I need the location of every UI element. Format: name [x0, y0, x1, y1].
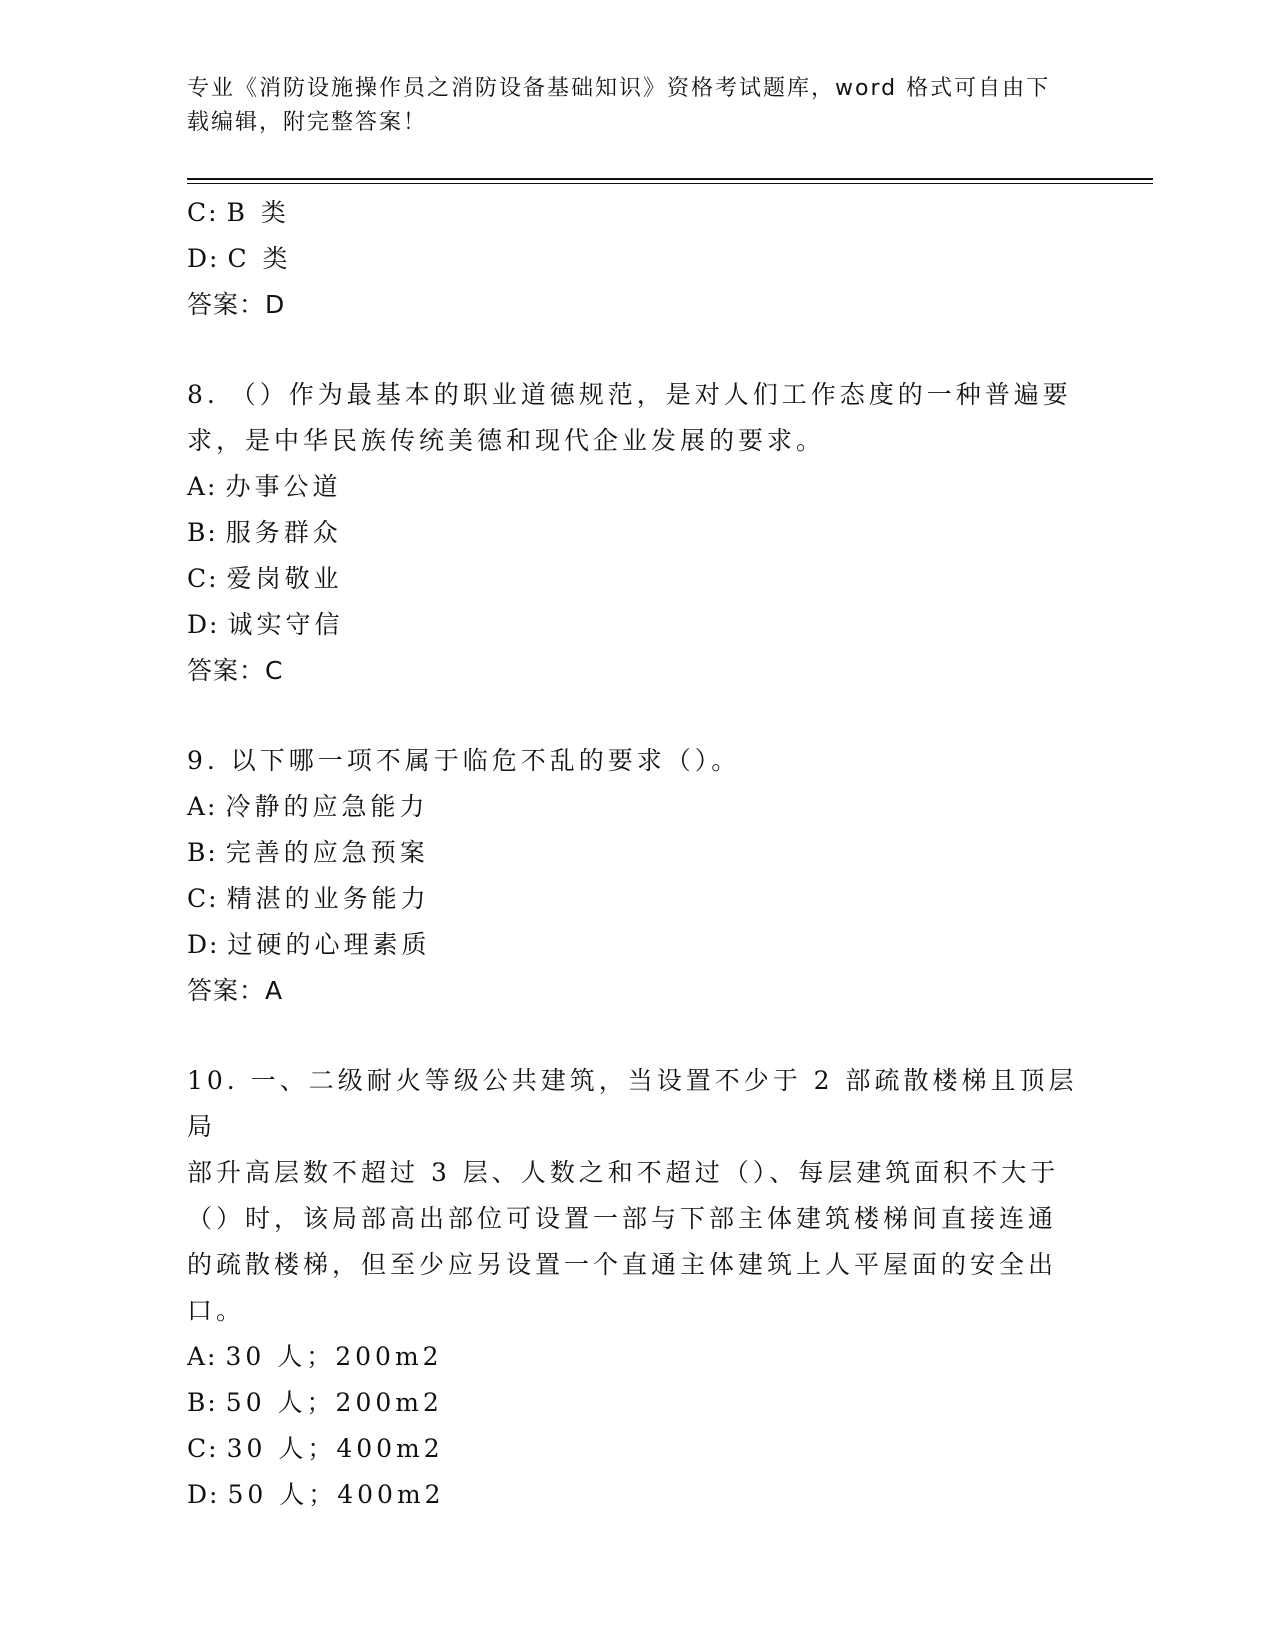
question-text: 8. （）作为最基本的职业道德规范，是对人们工作态度的一种普遍要 求，是中华民族传统美德和现代企业发展的要求。 [187, 380, 1072, 455]
option-a: A: 30 人；200m2 [187, 1342, 443, 1371]
option-d: D: 50 人；400m2 [187, 1480, 445, 1509]
header-line-1: 专业《消防设施操作员之消防设备基础知识》资格考试题库，word 格式可自由下 [187, 76, 1051, 101]
answer-line: 答案：C [187, 656, 284, 685]
option-c: C: 30 人；400m2 [187, 1434, 444, 1463]
answer-value: A [265, 976, 284, 1005]
option-b: B: 服务群众 [187, 518, 342, 547]
answer-line: 答案：D [187, 290, 286, 319]
option-a: A: 冷静的应急能力 [187, 792, 429, 821]
answer-line: 答案：A [187, 976, 284, 1005]
option-d: D: 诚实守信 [187, 610, 344, 639]
question-10-block [187, 1058, 1087, 1518]
option-b: B: 50 人；200m2 [187, 1388, 443, 1417]
option-d: D: C 类 [187, 244, 292, 273]
question-text: 10. 一、二级耐火等级公共建筑，当设置不少于 2 部疏散楼梯且顶层局 部升高层数不超过 3 层、人数之和不超过（）、每层建筑面积不大于 （）时，该局部高出部位可设置一部与下部主体建筑楼梯间直接连通 的疏散楼梯，但至少应另设置一个直通主体建筑上人平屋面的安全出 口。 [187, 1066, 1078, 1325]
document-body [187, 190, 1087, 1518]
option-c: C: 爱岗敬业 [187, 564, 343, 593]
header-rule-thick [187, 178, 1153, 180]
question-text: 9. 以下哪一项不属于临危不乱的要求（）。 [187, 746, 741, 775]
option-b: B: 完善的应急预案 [187, 838, 429, 867]
answer-value: D [265, 290, 286, 319]
question-7-block [187, 190, 1087, 328]
option-a: A: 办事公道 [187, 472, 342, 501]
document-header [187, 72, 1077, 140]
option-c: C: 精湛的业务能力 [187, 884, 430, 913]
question-8-block [187, 372, 1087, 694]
answer-value: C [265, 656, 284, 685]
option-d: D: 过硬的心理素质 [187, 930, 431, 959]
header-rule-thin [187, 183, 1153, 184]
header-line-2: 载编辑，附完整答案！ [187, 110, 428, 135]
option-c: C: B 类 [187, 198, 290, 227]
question-9-block [187, 738, 1087, 1014]
